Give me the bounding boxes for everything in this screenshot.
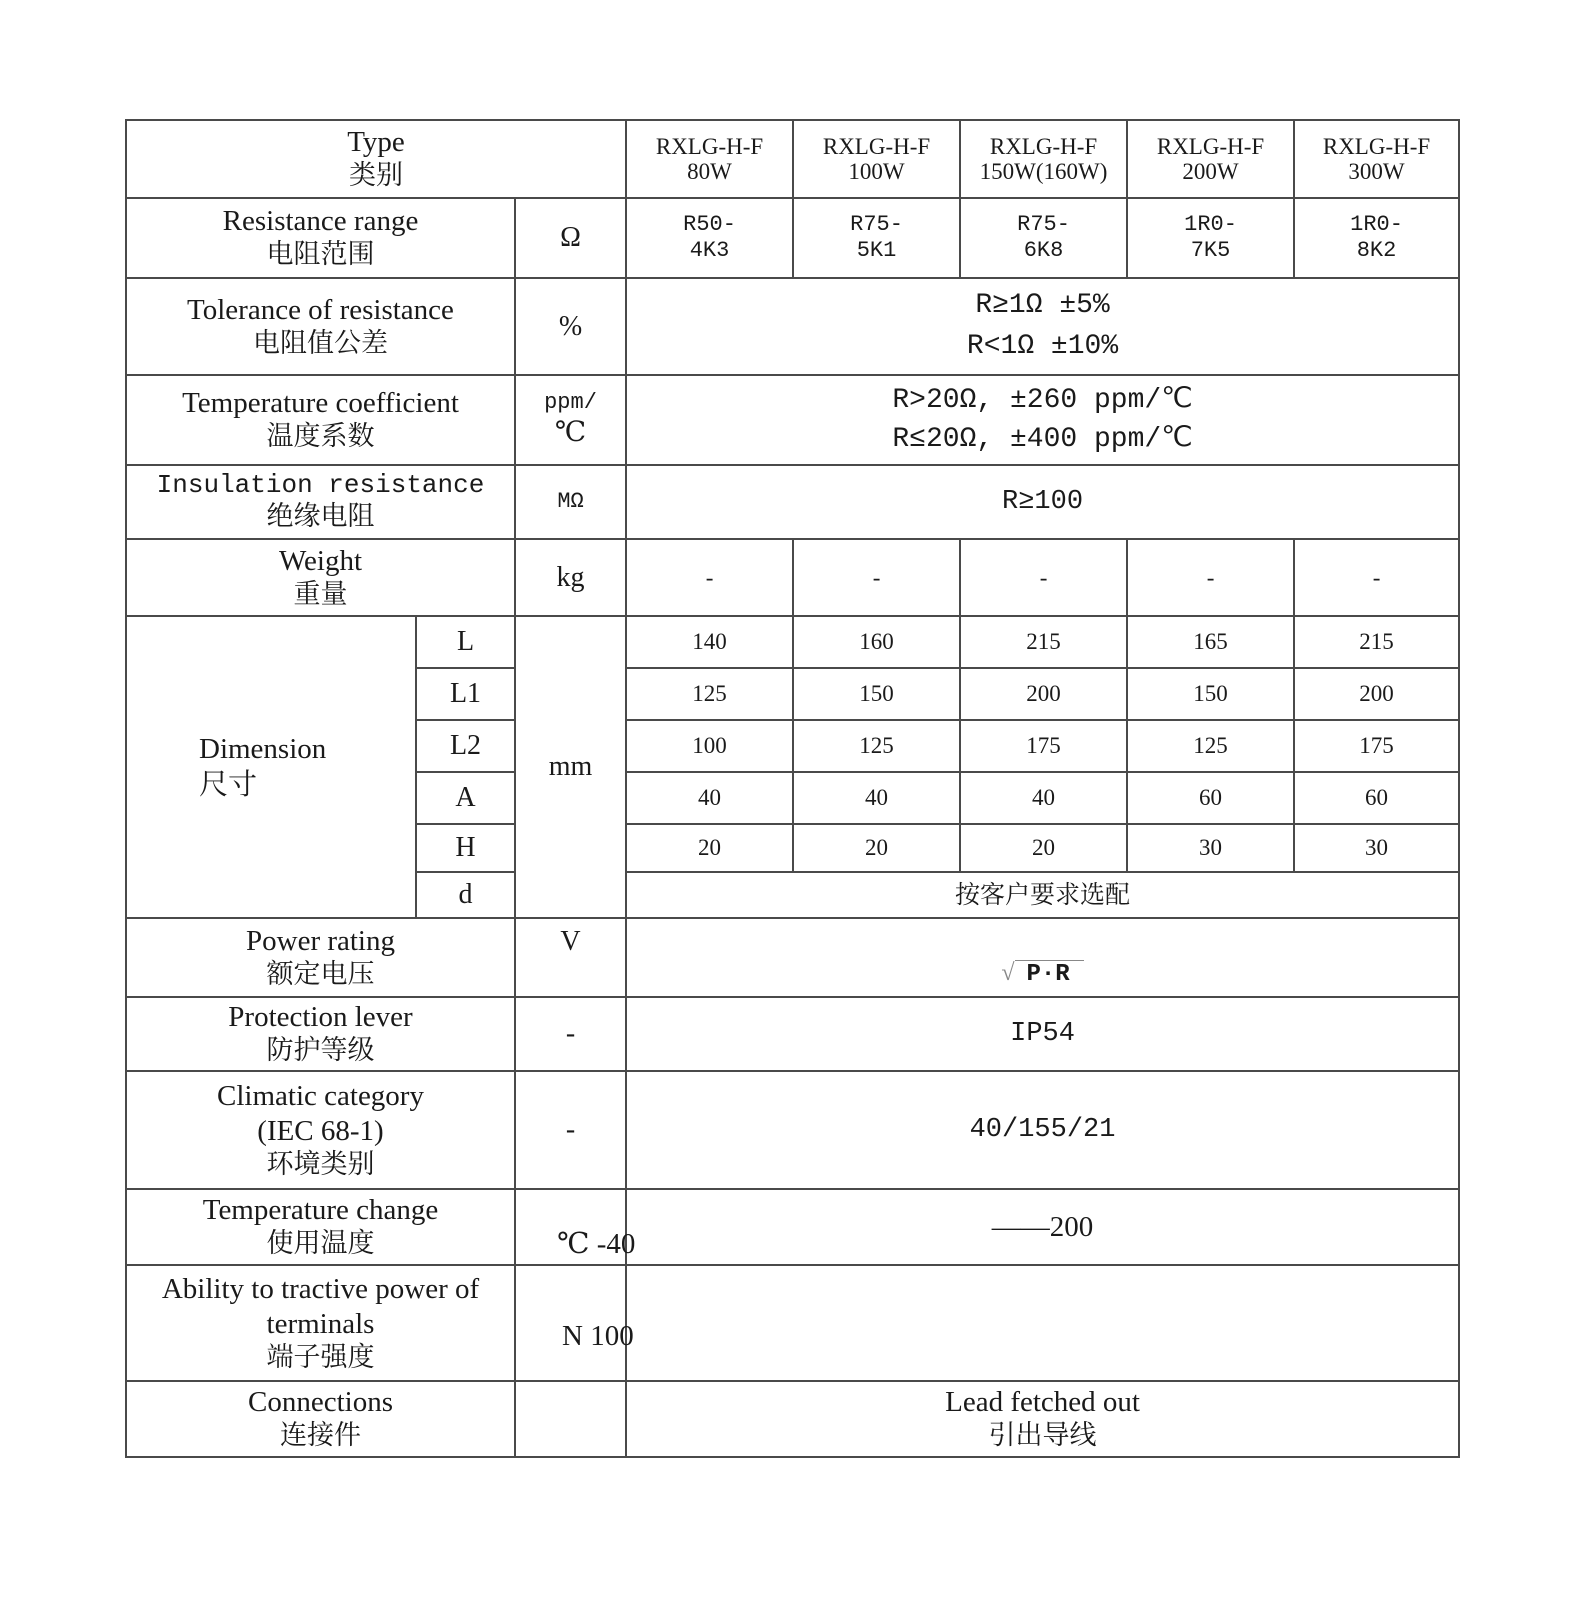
row-label-zh: 使用温度 bbox=[266, 1228, 375, 1260]
dimension-name: L2 bbox=[416, 720, 515, 772]
insulation-label bbox=[126, 465, 515, 539]
model-power: 100W bbox=[848, 159, 905, 184]
dimension-value: 30 bbox=[1127, 824, 1294, 872]
dimension-name: L bbox=[416, 616, 515, 668]
sqrt-radicand: P·R bbox=[1015, 960, 1084, 990]
climatic-row bbox=[126, 1071, 1459, 1189]
unit-cell: - bbox=[515, 997, 626, 1071]
tolerance-row bbox=[126, 278, 1459, 375]
connections-value-zh: 引出导线 bbox=[988, 1420, 1097, 1452]
unit-cell: MΩ bbox=[515, 465, 626, 539]
power-rating-row bbox=[126, 918, 1459, 997]
connections-label bbox=[126, 1381, 515, 1457]
sqrt-formula bbox=[1001, 960, 1083, 989]
power-rating-label bbox=[126, 918, 515, 997]
model-power: 300W bbox=[1348, 159, 1405, 184]
temp-coeff-line-1: R>20Ω, ±260 ppm/℃ bbox=[892, 384, 1193, 416]
range-cell bbox=[960, 198, 1127, 278]
weight-value: - bbox=[1294, 539, 1459, 616]
weight-value: - bbox=[1127, 539, 1294, 616]
row-label-en: Insulation resistance bbox=[156, 470, 485, 501]
row-label-en: Resistance range bbox=[222, 205, 419, 238]
connections-value bbox=[626, 1381, 1459, 1457]
unit-cell: - bbox=[515, 1071, 626, 1189]
temp-coeff-value bbox=[626, 375, 1459, 465]
tractive-value bbox=[626, 1265, 1459, 1381]
connections-value-en: Lead fetched out bbox=[945, 1386, 1140, 1419]
dimension-value: 165 bbox=[1127, 616, 1294, 668]
range-bottom: 4K3 bbox=[689, 238, 730, 263]
protection-value: IP54 bbox=[626, 997, 1459, 1071]
protection-row bbox=[126, 997, 1459, 1071]
model-name: RXLG-H-F bbox=[655, 133, 764, 159]
dimension-name: L1 bbox=[416, 668, 515, 720]
dimension-value: 20 bbox=[626, 824, 793, 872]
weight-row bbox=[126, 539, 1459, 616]
model-power: 200W bbox=[1182, 159, 1239, 184]
model-header bbox=[626, 120, 793, 198]
row-label-en: Temperature coefficient bbox=[182, 387, 459, 420]
connections-row bbox=[126, 1381, 1459, 1457]
row-label-en-2: terminals bbox=[266, 1307, 375, 1340]
row-label-zh: 绝缘电阻 bbox=[266, 501, 375, 533]
header-row bbox=[126, 120, 1459, 198]
unit-cell bbox=[515, 375, 626, 465]
temp-change-unit: ℃ -40 bbox=[557, 1228, 636, 1260]
model-power: 80W bbox=[687, 159, 732, 184]
dimension-value: 20 bbox=[960, 824, 1127, 872]
insulation-row bbox=[126, 465, 1459, 539]
row-label-zh: 防护等级 bbox=[266, 1035, 375, 1067]
temp-coeff-line-2: R≤20Ω, ±400 ppm/℃ bbox=[892, 424, 1193, 455]
dimension-row bbox=[126, 616, 1459, 668]
row-label-en-2: (IEC 68-1) bbox=[257, 1114, 384, 1147]
model-name: RXLG-H-F bbox=[989, 133, 1098, 159]
row-label-zh: 电阻范围 bbox=[266, 239, 375, 271]
row-label-en: Weight bbox=[278, 544, 363, 577]
model-header bbox=[793, 120, 960, 198]
row-label-zh: 电阻值公差 bbox=[253, 327, 388, 359]
weight-label bbox=[126, 539, 515, 616]
dimension-value: 60 bbox=[1127, 772, 1294, 824]
range-bottom: 7K5 bbox=[1190, 238, 1231, 263]
dimension-value: 200 bbox=[960, 668, 1127, 720]
type-label-zh: 类别 bbox=[349, 160, 404, 192]
dimension-label bbox=[126, 616, 416, 918]
dimension-value: 125 bbox=[1127, 720, 1294, 772]
model-header bbox=[960, 120, 1127, 198]
temp-coeff-row bbox=[126, 375, 1459, 465]
range-cell bbox=[1294, 198, 1459, 278]
tolerance-line-2: R<1Ω ±10% bbox=[966, 330, 1119, 362]
model-header bbox=[1294, 120, 1459, 198]
range-cell bbox=[1127, 198, 1294, 278]
dimension-value: 60 bbox=[1294, 772, 1459, 824]
resistance-range-label bbox=[126, 198, 515, 278]
model-power: 150W(160W) bbox=[979, 159, 1108, 184]
range-cell bbox=[626, 198, 793, 278]
row-label-en: Temperature change bbox=[202, 1194, 439, 1227]
sqrt-icon: √ bbox=[1001, 960, 1015, 987]
row-label-en: Tolerance of resistance bbox=[187, 293, 454, 326]
dimension-value: 20 bbox=[793, 824, 960, 872]
unit-cell: mm bbox=[515, 616, 626, 918]
dimension-value: 215 bbox=[1294, 616, 1459, 668]
row-label-en: Power rating bbox=[246, 924, 395, 957]
dimension-name: A bbox=[416, 772, 515, 824]
weight-value: - bbox=[960, 539, 1127, 616]
tractive-row bbox=[126, 1265, 1459, 1381]
row-label-zh: 环境类别 bbox=[266, 1148, 375, 1180]
row-label-en: Connections bbox=[248, 1386, 393, 1419]
dimension-value: 40 bbox=[626, 772, 793, 824]
dimension-value: 40 bbox=[793, 772, 960, 824]
range-top: 1R0- bbox=[1350, 211, 1403, 237]
range-top: R75- bbox=[850, 211, 903, 237]
temp-change-label bbox=[126, 1189, 515, 1265]
dimension-d-value: 按客户要求选配 bbox=[626, 872, 1459, 918]
tolerance-value bbox=[626, 278, 1459, 375]
tractive-unit: N 100 bbox=[562, 1320, 634, 1352]
row-label-en: Ability to tractive power of bbox=[161, 1273, 480, 1305]
resistance-range-row bbox=[126, 198, 1459, 278]
dimension-value: 150 bbox=[793, 668, 960, 720]
dimension-value: 125 bbox=[793, 720, 960, 772]
dimension-name: d bbox=[416, 872, 515, 918]
dimension-value: 175 bbox=[960, 720, 1127, 772]
dimension-value: 40 bbox=[960, 772, 1127, 824]
range-top: 1R0- bbox=[1184, 211, 1237, 237]
power-rating-value bbox=[626, 918, 1459, 997]
range-top: R75- bbox=[1017, 211, 1070, 237]
dimension-value: 200 bbox=[1294, 668, 1459, 720]
dimension-value: 175 bbox=[1294, 720, 1459, 772]
row-label-en: Dimension bbox=[199, 733, 327, 766]
protection-label bbox=[126, 997, 515, 1071]
range-top: R50- bbox=[683, 211, 736, 237]
model-header bbox=[1127, 120, 1294, 198]
row-label-zh: 额定电压 bbox=[266, 958, 375, 990]
spec-table bbox=[125, 119, 1460, 1458]
row-label-zh: 端子强度 bbox=[266, 1341, 375, 1373]
range-bottom: 6K8 bbox=[1023, 238, 1064, 263]
row-label-en: Protection lever bbox=[228, 1001, 413, 1034]
model-name: RXLG-H-F bbox=[1156, 133, 1265, 159]
row-label-zh: 重量 bbox=[293, 578, 348, 610]
insulation-value: R≥100 bbox=[626, 465, 1459, 539]
row-label-zh: 温度系数 bbox=[266, 421, 375, 453]
unit-cell: kg bbox=[515, 539, 626, 616]
dimension-value: 140 bbox=[626, 616, 793, 668]
dimension-value: 125 bbox=[626, 668, 793, 720]
dimension-value: 30 bbox=[1294, 824, 1459, 872]
unit-cell: V bbox=[515, 918, 626, 997]
dimension-value: 215 bbox=[960, 616, 1127, 668]
temp-change-row bbox=[126, 1189, 1459, 1265]
temp-change-value: ——200 bbox=[626, 1189, 1459, 1265]
range-bottom: 5K1 bbox=[856, 238, 897, 263]
type-label-en: Type bbox=[347, 126, 405, 159]
range-bottom: 8K2 bbox=[1356, 238, 1397, 263]
unit-line-2: ℃ bbox=[554, 417, 587, 449]
row-label-en: Climatic category bbox=[217, 1080, 424, 1112]
dimension-value: 160 bbox=[793, 616, 960, 668]
unit-cell bbox=[515, 1381, 626, 1457]
range-cell bbox=[793, 198, 960, 278]
tolerance-line-1: R≥1Ω ±5% bbox=[975, 289, 1110, 321]
unit-cell: Ω bbox=[515, 198, 626, 278]
climatic-label bbox=[126, 1071, 515, 1189]
row-label-zh: 尺寸 bbox=[199, 767, 258, 801]
climatic-value: 40/155/21 bbox=[626, 1071, 1459, 1189]
unit-cell: % bbox=[515, 278, 626, 375]
type-header bbox=[126, 120, 626, 198]
dimension-value: 100 bbox=[626, 720, 793, 772]
row-label-zh: 连接件 bbox=[280, 1420, 361, 1452]
dimension-value: 150 bbox=[1127, 668, 1294, 720]
unit-line-1: ppm/ bbox=[544, 390, 597, 415]
model-name: RXLG-H-F bbox=[822, 133, 931, 159]
model-name: RXLG-H-F bbox=[1322, 133, 1431, 159]
tolerance-label bbox=[126, 278, 515, 375]
tractive-label bbox=[126, 1265, 515, 1381]
weight-value: - bbox=[626, 539, 793, 616]
temp-coeff-label bbox=[126, 375, 515, 465]
dimension-name: H bbox=[416, 824, 515, 872]
weight-value: - bbox=[793, 539, 960, 616]
